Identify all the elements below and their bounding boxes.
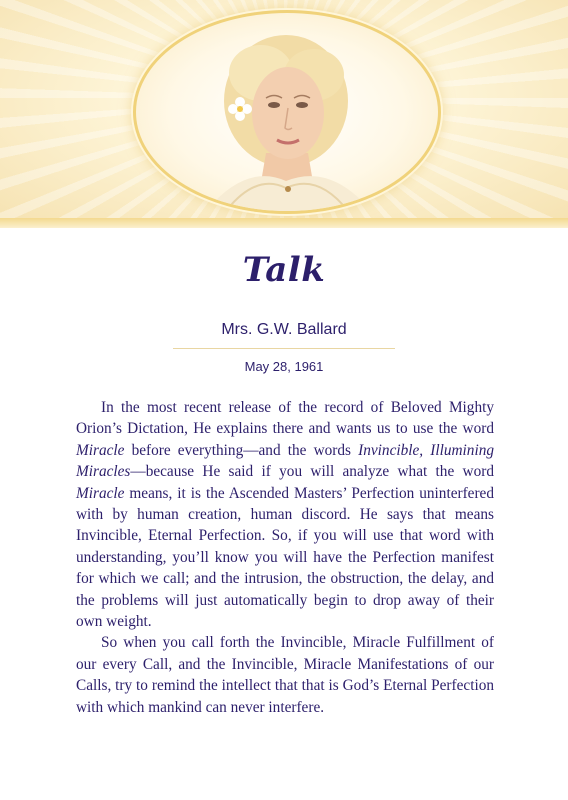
portrait-frame [133,10,441,214]
emphasized-text: Invincible, Illumining Miracles [76,441,495,481]
paragraph [76,397,494,632]
emphasized-text: Miracle [76,484,125,502]
paragraph [76,632,494,718]
talk-date: May 28, 1961 [244,359,324,374]
text-run: In the most recent release of the record of Beloved Mighty Orion’s Dictation, He explains there and wants us to use the word [76,399,494,438]
header-border [0,218,568,228]
text-run: before everything—and the words [124,441,359,459]
author-name: Mrs. G.W. Ballard [221,321,347,338]
portrait-image [136,13,438,211]
emphasized-text: Miracle [76,441,125,459]
talk-body [76,397,494,718]
text-run: means, it is the Ascended Masters’ Perfection uninterfered with by human creation, human discord. He says that means Invincible, Eternal Perfection. So, if you will use that word with understanding, you’ll know you will have the Perfection manifest for which we call; and the intrusion, the obstruction, the delay, and the problems will just automatically begin to drop away of their own weight. [76,484,494,631]
page-title: Talk [242,250,326,290]
text-run: So when you call forth the Invincible, Miracle Fulfillment of our every Call, and the Invincible, Miracle Manifestations of our Calls, try to remind the intellect that that is God’s Eternal Perfection with which mankind can never interfere. [76,634,494,716]
header-banner [0,0,568,218]
divider [173,348,395,349]
text-run: —because He said if you will analyze what the word [130,463,494,481]
